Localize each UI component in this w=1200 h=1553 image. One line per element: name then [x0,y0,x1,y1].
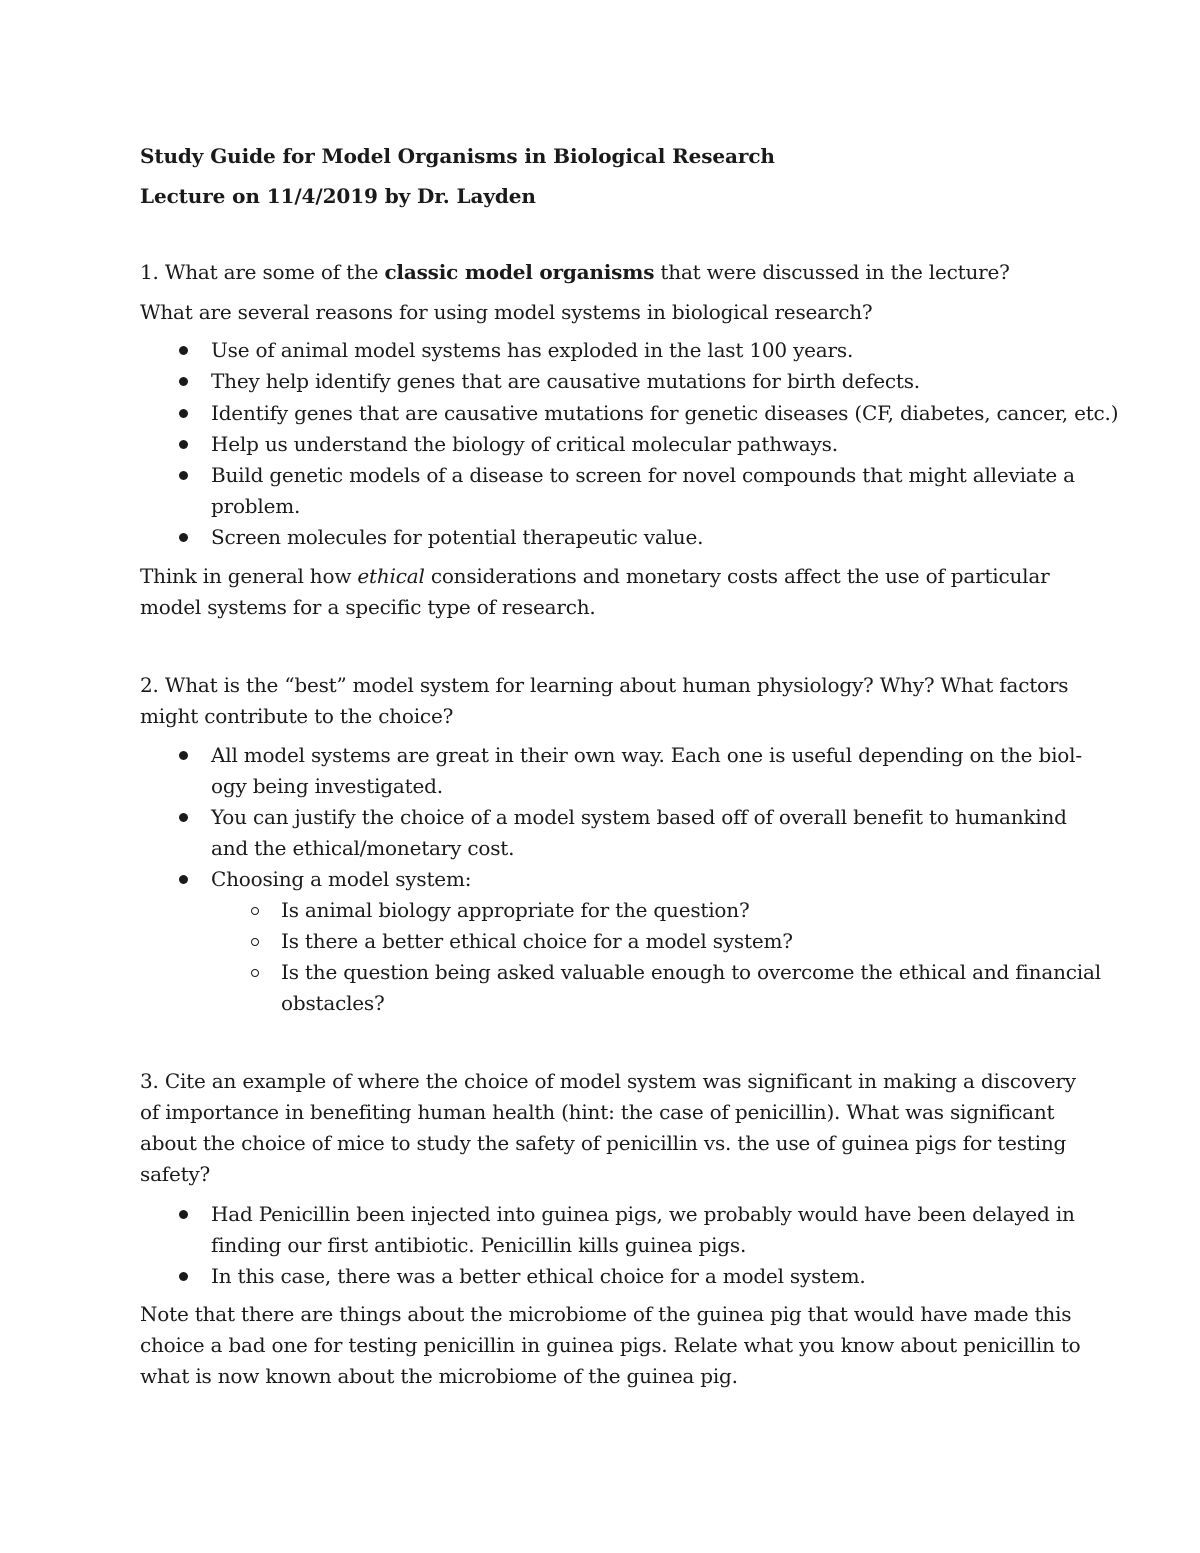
question-1-bold-term: classic model organisms [384,260,655,284]
question-2: 2. What is the “best” model system for learning about human physiology? Why? What factors [140,673,1069,697]
question-3-note-line: what is now known about the microbiome of the guinea pig. [140,1364,738,1388]
document-title: Study Guide for Model Organisms in Biological Research [140,144,775,168]
question-1 [140,260,1010,284]
list-item-continuation: problem. [211,494,301,518]
sub-bullet-icon [251,938,259,946]
bullet-icon [179,1210,188,1219]
list-item: All model systems are great in their own way. Each one is useful depending on the biol- [211,743,1082,767]
bullet-icon [179,751,188,760]
sub-list-item: Is animal biology appropriate for the question? [281,898,750,922]
list-item: You can justify the choice of a model system based off of overall benefit to humankind [211,805,1067,829]
list-item-continuation: ogy being investigated. [211,774,443,798]
bullet-icon [179,533,188,542]
lecture-subtitle: Lecture on 11/4/2019 by Dr. Layden [140,184,536,208]
sub-list-item: Is there a better ethical choice for a model system? [281,929,793,953]
question-3-line: about the choice of mice to study the safety of penicillin vs. the use of guinea pigs for testing [140,1131,1067,1155]
question-1-line-2: What are several reasons for using model systems in biological research? [140,300,873,324]
bullet-icon [179,875,188,884]
list-item: Choosing a model system: [211,867,472,891]
bullet-icon [179,440,188,449]
question-3-line: of importance in benefiting human health (hint: the case of penicillin). What was significant [140,1100,1055,1124]
list-item: Build genetic models of a disease to screen for novel compounds that might alleviate a [211,463,1075,487]
list-item: Use of animal model systems has exploded in the last 100 years. [211,338,854,362]
bullet-icon [179,346,188,355]
list-item: Had Penicillin been injected into guinea pigs, we probably would have been delayed in [211,1202,1075,1226]
question-3-note: Note that there are things about the microbiome of the guinea pig that would have made this [140,1302,1072,1326]
sub-bullet-icon [251,907,259,915]
sub-list-item-continuation: obstacles? [281,991,385,1015]
list-item: Identify genes that are causative mutations for genetic diseases (CF, diabetes, cancer, etc.) [211,401,1119,425]
list-item: In this case, there was a better ethical choice for a model system. [211,1264,866,1288]
question-3: 3. Cite an example of where the choice of model system was significant in making a discovery [140,1069,1076,1093]
sub-list-item: Is the question being asked valuable enough to overcome the ethical and financial [281,960,1101,984]
bullet-icon [179,377,188,386]
bullet-icon [179,471,188,480]
question-1-note [140,564,1049,588]
bullet-icon [179,409,188,418]
note-italic-term: ethical [357,564,425,588]
list-item-continuation: and the ethical/monetary cost. [211,836,515,860]
list-item: Help us understand the biology of critical molecular pathways. [211,432,838,456]
question-1-suffix: that were discussed in the lecture? [654,260,1010,284]
bullet-icon [179,813,188,822]
question-1-prefix: 1. What are some of the [140,260,385,284]
list-item-continuation: finding our first antibiotic. Penicillin kills guinea pigs. [211,1233,747,1257]
bullet-icon [179,1272,188,1281]
note-suffix: considerations and monetary costs affect the use of particular [424,564,1050,588]
question-3-note-line: choice a bad one for testing penicillin in guinea pigs. Relate what you know about penicillin to [140,1333,1081,1357]
list-item: Screen molecules for potential therapeutic value. [211,525,704,549]
list-item: They help identify genes that are causative mutations for birth defects. [211,369,920,393]
question-3-line: safety? [140,1162,211,1186]
sub-bullet-icon [251,969,259,977]
question-2-line-2: might contribute to the choice? [140,704,454,728]
note-prefix: Think in general how [140,564,358,588]
question-1-note-line-2: model systems for a specific type of research. [140,595,596,619]
